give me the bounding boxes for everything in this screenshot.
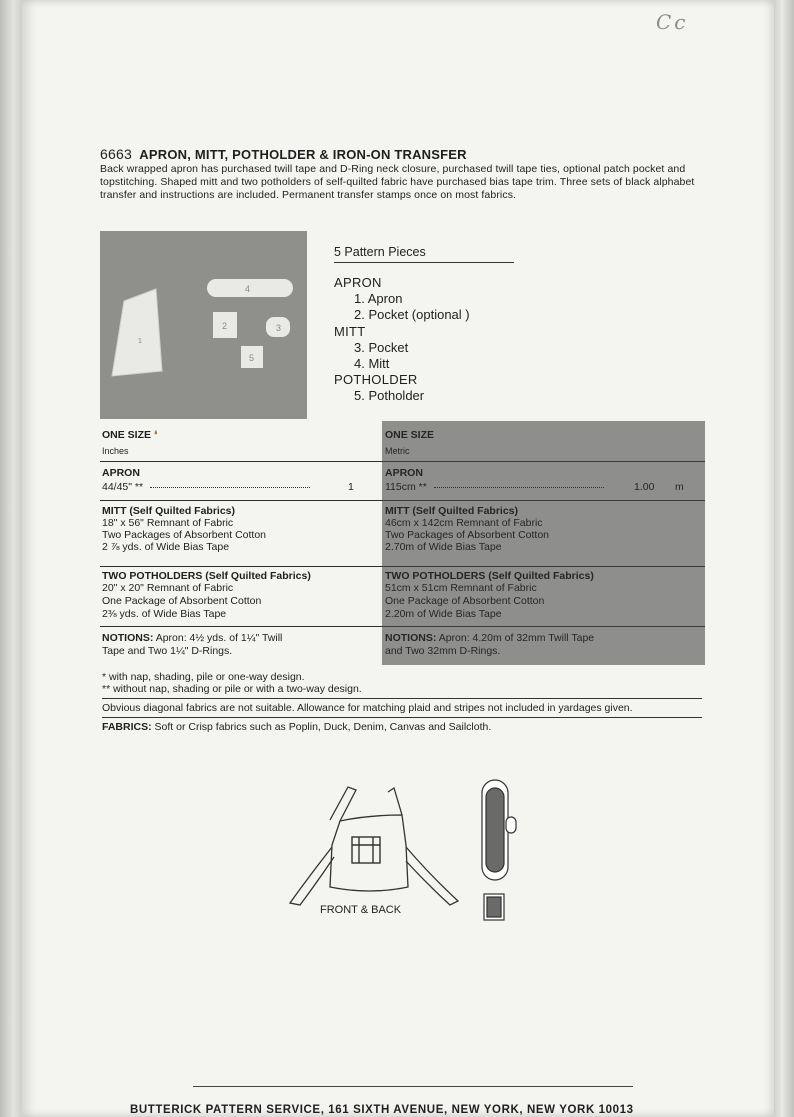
cutting-layout-diagram (100, 231, 307, 419)
piece-item: 3. Pocket (354, 339, 409, 355)
piece-group-potholder: POTHOLDER (334, 372, 418, 388)
inches-column (100, 421, 382, 665)
row-divider (382, 566, 705, 567)
metric-notions-label: NOTIONS: (385, 632, 437, 644)
notes-divider (102, 698, 702, 699)
row-divider (100, 566, 382, 567)
piece-item: 4. Mitt (354, 356, 390, 372)
metric-potholders-line: One Package of Absorbent Cotton (385, 595, 545, 607)
metric-apron-size: 115cm ** (385, 481, 427, 493)
dot-leader (434, 487, 604, 488)
inches-notions-text: Apron: 4½ yds. of 1¼" Twill (155, 632, 283, 644)
nap-note-one-way: * with nap, shading, pile or one-way design. (102, 671, 305, 683)
inches-mitt-line: Two Packages of Absorbent Cotton (102, 529, 267, 541)
notes-divider (102, 717, 702, 718)
piece-item: 5. Potholder (354, 388, 425, 404)
layout-piece-apron (112, 289, 162, 376)
metric-potholders-line: 2.20m of Wide Bias Tape (385, 608, 502, 620)
publisher-footer: BUTTERICK PATTERN SERVICE, 161 SIXTH AVENUE, NEW YORK, NEW YORK 10013 (130, 1104, 634, 1116)
metric-potholders-title: TWO POTHOLDERS (Self Quilted Fabrics) (385, 570, 594, 582)
layout-piece-4-label: 4 (245, 284, 251, 294)
garment-illustration (270, 775, 540, 940)
fabrics-label: FABRICS: (102, 721, 152, 733)
inches-mitt-line: 18" x 56" Remnant of Fabric (102, 517, 234, 529)
inches-notions-label: NOTIONS: (102, 632, 154, 644)
metric-mitt-line: Two Packages of Absorbent Cotton (385, 529, 550, 541)
apron-sketch (290, 787, 458, 905)
yardage-chart (100, 421, 705, 665)
metric-notions (382, 632, 705, 644)
inches-potholders-title: TWO POTHOLDERS (Self Quilted Fabrics) (102, 570, 311, 582)
footer-divider (193, 1086, 633, 1087)
metric-potholders-line: 51cm x 51cm Remnant of Fabric (385, 582, 537, 594)
potholder-sketch (484, 894, 504, 920)
piece-item: 2. Pocket (optional ) (354, 307, 470, 323)
piece-group-apron: APRON (334, 275, 382, 290)
inches-size-label: ONE SIZE (102, 429, 152, 441)
metric-apron-row (382, 481, 705, 493)
left-page-edge (0, 0, 22, 1117)
metric-size-label: ONE SIZE (385, 429, 435, 441)
metric-apron-value: 1.00 (634, 481, 655, 493)
right-page-edge (774, 0, 794, 1117)
inches-notions (100, 632, 382, 644)
metric-mitt-title: MITT (Self Quilted Fabrics) (385, 505, 519, 517)
row-divider (382, 461, 705, 462)
mitt-sketch (482, 780, 516, 880)
inches-potholders-line: One Package of Absorbent Cotton (102, 595, 262, 607)
row-divider (382, 500, 705, 501)
metric-notions-text: Apron: 4.20m of 32mm Twill Tape (438, 632, 595, 644)
inches-apron-row (100, 481, 382, 493)
inches-unit: Inches (102, 446, 129, 456)
size-marker-icon: ❛ (153, 429, 158, 441)
row-divider (100, 461, 382, 462)
pattern-pieces-heading: 5 Pattern Pieces (334, 245, 514, 263)
metric-notions-text2: and Two 32mm D-Rings. (385, 645, 501, 657)
diagonal-fabric-note: Obvious diagonal fabrics are not suitable. Allowance for matching plaid and stripes not included in yardages given. (102, 702, 633, 714)
metric-apron-title: APRON (385, 467, 423, 479)
metric-apron-unit: m (675, 481, 684, 493)
pattern-title: APRON, MITT, POTHOLDER & IRON-ON TRANSFER (139, 147, 467, 162)
metric-column (382, 421, 705, 665)
row-divider (382, 626, 705, 627)
inches-notions-text2: Tape and Two 1¼" D-Rings. (102, 645, 233, 657)
illustration-caption: FRONT & BACK (320, 904, 402, 916)
pattern-pieces-list (334, 245, 514, 405)
dot-leader (150, 487, 310, 488)
fabrics-text: Soft or Crisp fabrics such as Poplin, Duck, Denim, Canvas and Sailcloth. (154, 721, 492, 733)
layout-piece-3-label: 3 (276, 323, 282, 333)
layout-piece-1-label: 1 (138, 338, 142, 345)
inches-size-header (100, 429, 382, 441)
pattern-number: 6663 (100, 146, 132, 162)
row-divider (100, 626, 382, 627)
metric-mitt-line: 2.70m of Wide Bias Tape (385, 541, 502, 553)
inches-potholders-line: 20" x 20" Remnant of Fabric (102, 582, 234, 594)
inches-apron-value: 1 (348, 481, 354, 493)
handwritten-annotation: Cc (656, 10, 689, 34)
pattern-header (100, 146, 700, 202)
inches-potholders-line: 2⅜ yds. of Wide Bias Tape (102, 608, 227, 620)
piece-group-mitt: MITT (334, 323, 366, 339)
nap-note-two-way: ** without nap, shading or pile or with a two-way design. (102, 683, 362, 695)
row-divider (100, 500, 382, 501)
inches-mitt-line: 2 ⅞ yds. of Wide Bias Tape (102, 541, 230, 553)
fabrics-line (102, 721, 702, 733)
metric-mitt-line: 46cm x 142cm Remnant of Fabric (385, 517, 543, 529)
pattern-title-line (100, 146, 700, 162)
inches-apron-title: APRON (102, 467, 140, 479)
inches-apron-size: 44/45" ** (102, 481, 144, 493)
layout-piece-5-label: 5 (249, 353, 255, 363)
inches-mitt-title: MITT (Self Quilted Fabrics) (102, 505, 236, 517)
layout-piece-2-label: 2 (222, 321, 228, 331)
piece-item: 1. Apron (354, 291, 403, 307)
apron-pocket-sketch (352, 837, 380, 863)
fabric-notes (102, 671, 702, 733)
metric-unit: Metric (385, 446, 410, 456)
pattern-description: Back wrapped apron has purchased twill tape and D-Ring neck closure, purchased twill tape ties, optional patch pocket and topstitching. Shaped mitt and two potholders of self-quilted fabric have purchased bias tape trim. Three sets of black alphabet transfer and instructions are included. Permanent transfer stamps once on most fabrics. (100, 163, 695, 201)
